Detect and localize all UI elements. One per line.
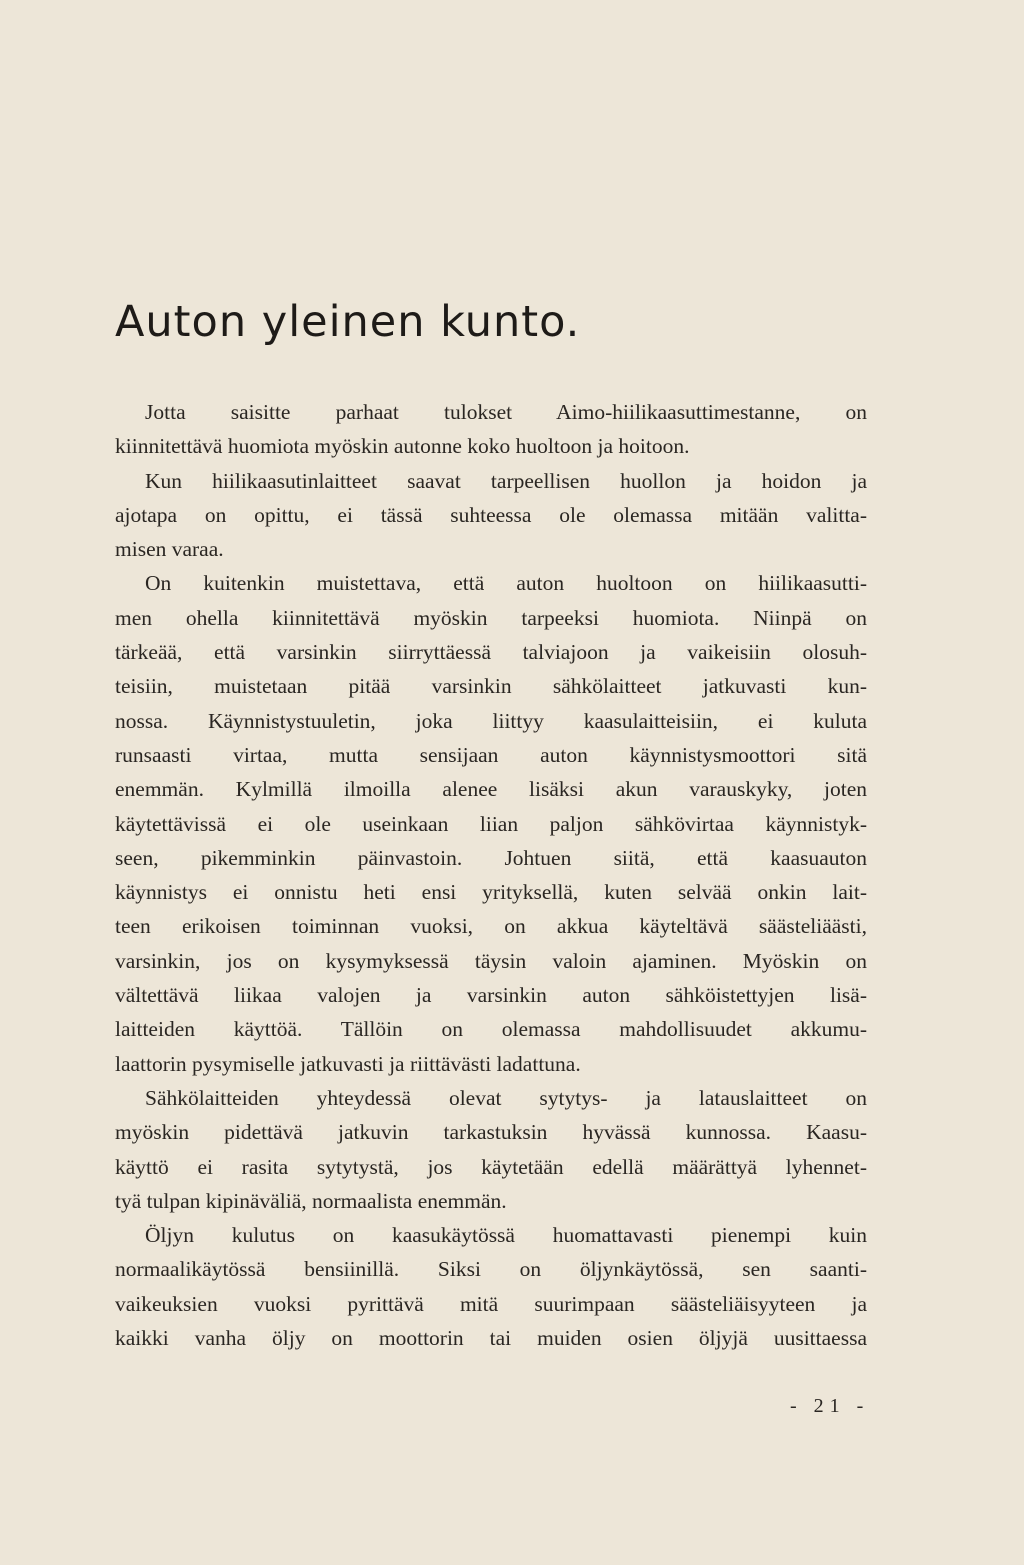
page-number: - 21 -	[790, 1395, 870, 1417]
text-line: teen erikoisen toiminnan vuoksi, on akkua käyteltävä säästeliäästi,	[115, 914, 867, 939]
body-text	[115, 395, 867, 1355]
text-line: tärkeää, että varsinkin siirryttäessä talviajoon ja vaikeisiin olosuh-	[115, 640, 867, 665]
text-line: On kuitenkin muistettava, että auton huoltoon on hiilikaasutti-	[145, 571, 867, 596]
text-line: ajotapa on opittu, ei tässä suhteessa ole olemassa mitään valitta-	[115, 502, 867, 527]
text-line: vaikeuksien vuoksi pyrittävä mitä suurimpaan säästeliäisyyteen ja	[115, 1291, 867, 1316]
text-line: runsaasti virtaa, mutta sensijaan auton käynnistysmoottori sitä	[115, 742, 867, 767]
text-line: seen, pikemminkin päinvastoin. Johtuen siitä, että kaasuauton	[115, 845, 867, 870]
text-line: teisiin, muistetaan pitää varsinkin sähkölaitteet jatkuvasti kun-	[115, 674, 867, 699]
text-line: Kun hiilikaasutinlaitteet saavat tarpeellisen huollon ja hoidon ja	[145, 468, 867, 493]
text-line: kaikki vanha öljy on moottorin tai muiden osien öljyjä uusittaessa	[115, 1326, 867, 1351]
text-line: kiinnitettävä huomiota myöskin autonne koko huoltoon ja hoitoon.	[115, 434, 690, 459]
text-line: Öljyn kulutus on kaasukäytössä huomattavasti pienempi kuin	[145, 1223, 867, 1248]
text-line: käynnistys ei onnistu heti ensi yrityksellä, kuten selvää onkin lait-	[115, 880, 867, 905]
text-line: misen varaa.	[115, 537, 224, 562]
text-line: laitteiden käyttöä. Tällöin on olemassa mahdollisuudet akkumu-	[115, 1017, 867, 1042]
text-line: varsinkin, jos on kysymyksessä täysin valoin ajaminen. Myöskin on	[115, 948, 867, 973]
text-line: normaalikäytössä bensiinillä. Siksi on öljynkäytössä, sen saanti-	[115, 1257, 867, 1282]
text-line: vältettävä liikaa valojen ja varsinkin auton sähköistettyjen lisä-	[115, 983, 867, 1008]
text-line: käyttö ei rasita sytytystä, jos käytetään edellä määrättyä lyhennet-	[115, 1154, 867, 1179]
text-line: laattorin pysymiselle jatkuvasti ja riittävästi ladattuna.	[115, 1051, 581, 1076]
text-line: Jotta saisitte parhaat tulokset Aimo-hiilikaasuttimestanne, on	[145, 400, 867, 424]
text-line: nossa. Käynnistystuuletin, joka liittyy kaasulaitteisiin, ei kuluta	[115, 708, 867, 733]
text-line: myöskin pidettävä jatkuvin tarkastuksin hyvässä kunnossa. Kaasu-	[115, 1120, 867, 1145]
text-line: men ohella kiinnitettävä myöskin tarpeeksi huomiota. Niinpä on	[115, 605, 867, 630]
text-line: Sähkölaitteiden yhteydessä olevat sytytys- ja latauslaitteet on	[145, 1085, 867, 1110]
section-heading: Auton yleinen kunto.	[115, 297, 581, 347]
text-line: enemmän. Kylmillä ilmoilla alenee lisäksi akun varauskyky, joten	[115, 777, 867, 802]
text-line: käytettävissä ei ole useinkaan liian paljon sähkövirtaa käynnistyk-	[115, 811, 867, 836]
text-line: tyä tulpan kipinäväliä, normaalista enemmän.	[115, 1188, 507, 1213]
